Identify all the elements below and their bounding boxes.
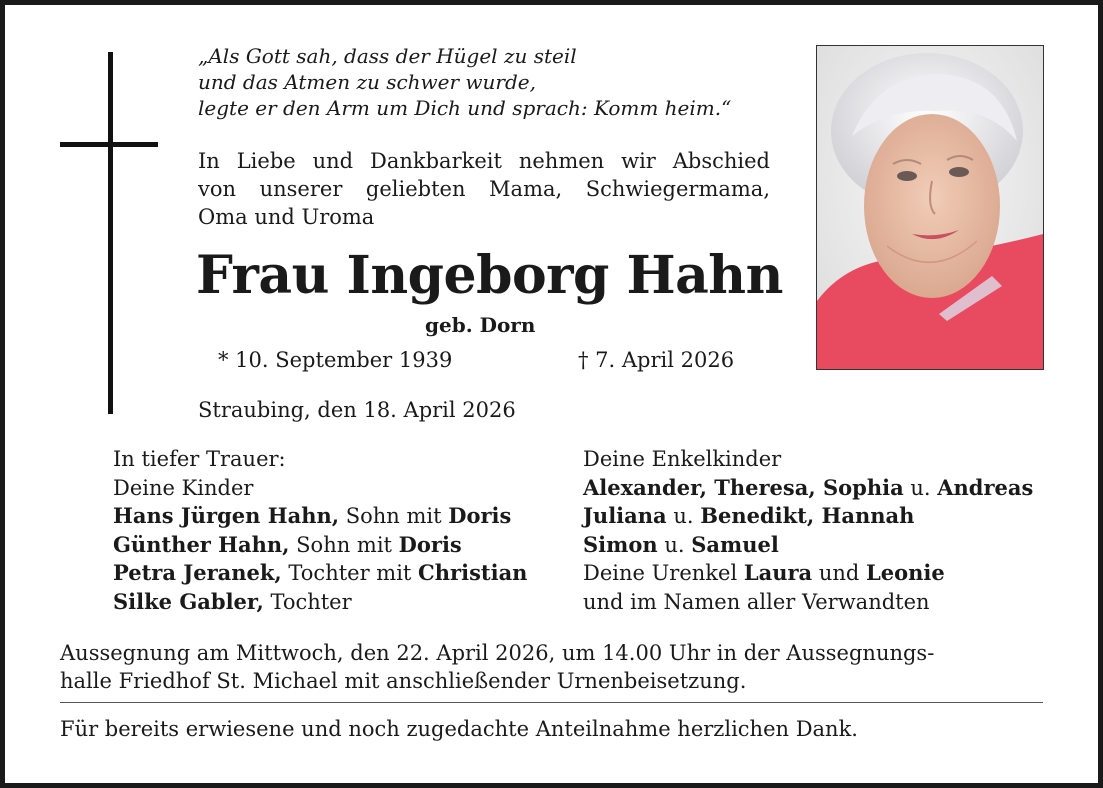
service-info [60,639,1043,695]
quote-line: „Als Gott sah, dass der Hügel zu steil [198,44,577,68]
cross-icon-vertical [108,52,113,414]
intro-line: In Liebe und Dankbarkeit nehmen wir Abschied [198,149,770,173]
divider [60,702,1043,703]
deceased-name: Frau Ingeborg Hahn [196,245,783,306]
birth-date: * 10. September 1939 [218,348,453,372]
child-entry: Silke Gabler, Tochter [113,588,352,614]
thanks-line: Für bereits erwiesene und noch zugedachte Anteilnahme herzlichen Dank. [60,717,858,741]
great-grandchildren-entry: Deine Urenkel Laura und Leonie [583,560,945,585]
intro-text [198,147,770,231]
relatives-line: und im Namen aller Verwandten [583,589,930,614]
grandchildren-entry: Juliana u. Benedikt, Hannah [583,503,915,528]
children-label: Deine Kinder [113,475,254,500]
child-entry: Petra Jeranek, Tochter mit Christian [113,560,528,585]
maiden-name: geb. Dorn [425,313,536,337]
quote-line: legte er den Arm um Dich und sprach: Komm heim.“ [198,96,732,120]
portrait-photo [816,45,1044,370]
child-entry: Günther Hahn, Sohn mit Doris [113,531,462,557]
service-line: halle Friedhof St. Michael mit anschließender Urnenbeisetzung. [60,669,747,693]
mourners-left-column [113,445,527,616]
intro-line: Oma und Uroma [198,205,375,229]
grandchildren-entry: Simon u. Samuel [583,531,779,557]
death-date: † 7. April 2026 [578,348,735,372]
child-entry: Hans Jürgen Hahn, Sohn mit Doris [113,503,512,528]
place-and-date: Straubing, den 18. April 2026 [198,398,516,422]
grandchildren-entry: Alexander, Theresa, Sophia u. Andreas [583,474,1034,500]
mourners-heading: In tiefer Trauer: [113,447,286,471]
cross-icon-horizontal [60,142,158,147]
intro-line: von unserer geliebten Mama, Schwiegermama, [198,177,770,201]
service-line: Aussegnung am Mittwoch, den 22. April 2026, um 14.00 Uhr in der Aussegnungs- [60,641,935,665]
quote-block [198,43,731,121]
mourners-right-column [583,445,1033,616]
grandchildren-label: Deine Enkelkinder [583,447,782,471]
quote-line: und das Atmen zu schwer wurde, [198,70,536,94]
